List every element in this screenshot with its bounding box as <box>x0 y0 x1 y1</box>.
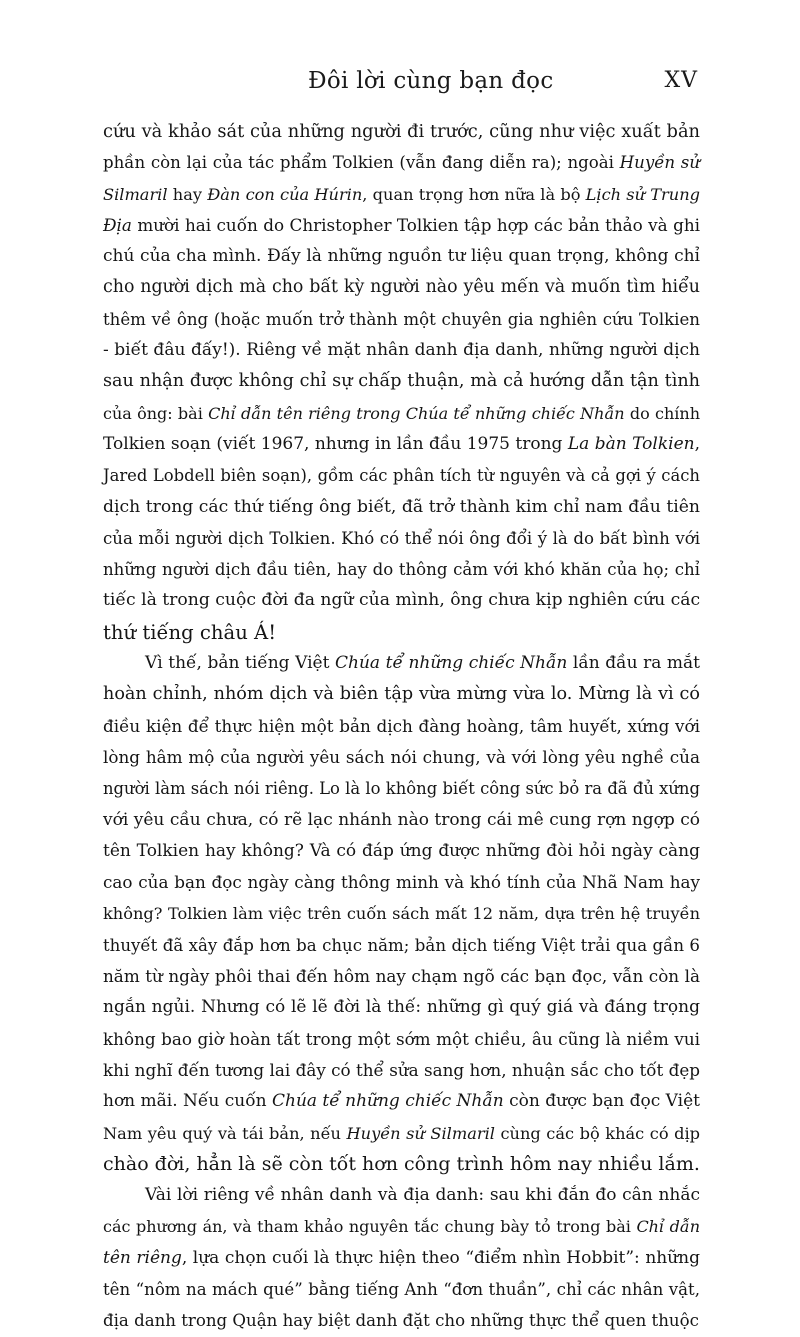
page-header <box>0 64 800 104</box>
text-line <box>103 898 700 929</box>
text-line <box>103 711 700 742</box>
text-line <box>103 366 700 397</box>
text-line <box>103 836 700 867</box>
text-segment: cứu và khảo sát của những người đi trước, cũng như việc xuất bản <box>103 121 700 142</box>
italic-title: Chỉ dẫn tên riêng trong Chúa tể những chiếc Nhẫn <box>208 403 625 423</box>
text-segment: , quan trọng hơn nữa là bộ <box>362 184 586 204</box>
text-segment: cho người dịch mà cho bất kỳ người nào yêu mến và muốn tìm hiểu <box>103 277 700 298</box>
italic-title: Chỉ dẫn <box>636 1217 700 1237</box>
text-segment: Vài lời riêng về nhân danh và địa danh: sau khi đắn đo cân nhắc <box>145 1185 700 1206</box>
text-segment: các phương án, và tham khảo nguyên tắc chung bày tỏ trong bài <box>103 1217 637 1237</box>
text-segment: hơn mãi. Nếu cuốn <box>103 1091 272 1112</box>
italic-title: Huyền sử <box>619 153 701 173</box>
text-segment: , lựa chọn cuối là thực hiện theo “điểm nhìn Hobbit”: những <box>181 1247 701 1268</box>
italic-title: Chúa tể những chiếc Nhẫn <box>335 653 568 674</box>
text-segment: với yêu cầu chưa, có rẽ lạc nhánh nào trong cái mê cung rợn ngợp có <box>103 809 700 830</box>
text-segment: hoàn chỉnh, nhóm dịch và biên tập vừa mừng vừa lo. Mừng là vì có <box>103 684 700 705</box>
text-segment: không bao giờ hoàn tất trong một sớm một chiều, âu cũng là niềm vui <box>103 1028 700 1049</box>
italic-title: Lịch sử Trung <box>585 184 701 204</box>
italic-title: tên riêng <box>103 1247 182 1268</box>
text-segment: cao của bạn đọc ngày càng thông minh và khó tính của Nhã Nam hay <box>103 872 700 893</box>
text-line <box>103 930 700 961</box>
text-line <box>103 679 700 710</box>
text-segment: Nam yêu quý và tái bản, nếu <box>103 1123 347 1143</box>
italic-title: Huyền sử Silmaril <box>346 1123 495 1143</box>
text-line <box>103 554 700 585</box>
text-segment: thuyết đã xây đắp hơn ba chục năm; bản dịch tiếng Việt trải qua gần 6 <box>103 935 700 955</box>
text-line <box>103 742 700 773</box>
text-line <box>103 1211 700 1242</box>
text-line <box>103 210 700 241</box>
text-line <box>103 1243 700 1274</box>
text-line <box>103 429 700 460</box>
text-line <box>103 241 700 272</box>
text-segment: còn được bạn đọc Việt <box>503 1091 700 1112</box>
italic-title: Địa <box>103 214 132 235</box>
text-segment: của mỗi người dịch Tolkien. Khó có thể nói ông đổi ý là do bất bình với <box>103 528 700 548</box>
text-segment: do chính <box>624 403 700 423</box>
text-segment: ngắn ngủi. Nhưng có lẽ lẽ đời là thế: những gì quý giá và đáng trọng <box>103 997 700 1018</box>
italic-title: Silmaril <box>103 184 168 204</box>
text-segment: người làm sách nói riêng. Lo là lo không biết công sức bỏ ra đã đủ xứng <box>103 779 700 799</box>
text-segment: lần đầu ra mắt <box>567 653 701 674</box>
text-segment: khi nghĩ đến tương lai đây có thể sửa sang hơn, nhuận sắc cho tốt đẹp <box>103 1059 700 1080</box>
text-line <box>103 304 700 335</box>
text-line <box>103 1055 700 1086</box>
text-line <box>103 805 700 836</box>
text-segment: tên Tolkien hay không? Và có đáp ứng được những đòi hỏi ngày càng <box>103 840 700 861</box>
text-segment: hay <box>167 184 208 204</box>
text-segment: Vì thế, bản tiếng Việt <box>145 653 336 674</box>
italic-title: La bàn Tolkien <box>567 433 695 454</box>
text-segment: chú của cha mình. Đấy là những nguồn tư liệu quan trọng, không chỉ <box>103 246 700 267</box>
text-line <box>103 460 700 491</box>
text-segment: tên “nôm na mách qué” bằng tiếng Anh “đơn thuần”, chỉ các nhân vật, <box>103 1279 700 1299</box>
text-line <box>103 1149 700 1180</box>
text-line <box>103 617 700 648</box>
text-line <box>103 1086 700 1117</box>
text-segment: - biết đâu đấy!). Riêng về mặt nhân danh địa danh, những người dịch <box>103 340 700 361</box>
running-title: Đôi lời cùng bạn đọc <box>308 68 554 94</box>
text-line <box>103 398 700 429</box>
text-segment: phần còn lại của tác phẩm Tolkien (vẫn đang diễn ra); ngoài <box>103 153 620 173</box>
text-segment: sau nhận được không chỉ sự chấp thuận, mà cả hướng dẫn tận tình <box>103 371 700 392</box>
text-line <box>103 179 700 210</box>
text-segment: điều kiện để thực hiện một bản dịch đàng hoàng, tâm huyết, xứng với <box>103 715 700 736</box>
text-segment: lòng hâm mộ của người yêu sách nói chung, và với lòng yêu nghề của <box>103 746 700 767</box>
text-line <box>103 585 700 616</box>
paragraph <box>103 1180 700 1336</box>
text-segment: , <box>694 433 700 454</box>
text-segment: mười hai cuốn do Christopher Tolkien tập hợp các bản thảo và ghi <box>131 214 700 235</box>
italic-title: Chúa tể những chiếc Nhẫn <box>271 1091 504 1112</box>
text-line <box>103 648 700 679</box>
text-line <box>103 1274 700 1305</box>
text-line <box>103 492 700 523</box>
text-line <box>103 992 700 1023</box>
text-line <box>103 867 700 898</box>
text-segment: thứ tiếng châu Á! <box>103 620 277 644</box>
italic-title: Đàn con của Húrin <box>207 184 363 204</box>
text-segment: năm từ ngày phôi thai đến hôm nay chạm ngõ các bạn đọc, vẫn còn là <box>103 966 700 987</box>
text-segment: của ông: bài <box>103 403 209 423</box>
text-segment: dịch trong các thứ tiếng ông biết, đã trở thành kim chỉ nam đầu tiên <box>103 496 700 517</box>
text-segment: cùng các bộ khác có dịp <box>494 1123 700 1143</box>
text-line <box>103 272 700 303</box>
text-line <box>103 335 700 366</box>
text-line <box>103 147 700 178</box>
text-line <box>103 961 700 992</box>
paragraph <box>103 116 700 648</box>
text-line <box>103 523 700 554</box>
text-segment: tiếc là trong cuộc đời đa ngữ của mình, ông chưa kịp nghiên cứu các <box>103 590 701 611</box>
text-segment: không? Tolkien làm việc trên cuốn sách mất 12 năm, dựa trên hệ truyền <box>103 904 700 924</box>
body-text <box>103 116 700 1337</box>
text-segment: Tolkien soạn (viết 1967, nhưng in lần đầu 1975 trong <box>103 433 568 454</box>
text-segment: Jared Lobdell biên soạn), gồm các phân tích từ nguyên và cả gợi ý cách <box>103 466 700 486</box>
text-line <box>103 1024 700 1055</box>
text-segment: những người dịch đầu tiên, hay do thông cảm với khó khăn của họ; chỉ <box>103 560 700 580</box>
paragraph <box>103 648 700 1180</box>
text-segment: chào đời, hẳn là sẽ còn tốt hơn công trình hôm nay nhiều lắm. <box>103 1152 700 1175</box>
text-line <box>103 773 700 804</box>
text-segment: thêm về ông (hoặc muốn trở thành một chuyên gia nghiên cứu Tolkien <box>103 309 700 329</box>
text-line <box>103 1180 700 1211</box>
text-line <box>103 1305 700 1336</box>
text-line <box>103 1118 700 1149</box>
text-segment: địa danh trong Quận hay biệt danh đặt cho những thực thể quen thuộc <box>103 1311 699 1331</box>
page-number: XV <box>664 68 698 93</box>
text-line <box>103 116 700 147</box>
